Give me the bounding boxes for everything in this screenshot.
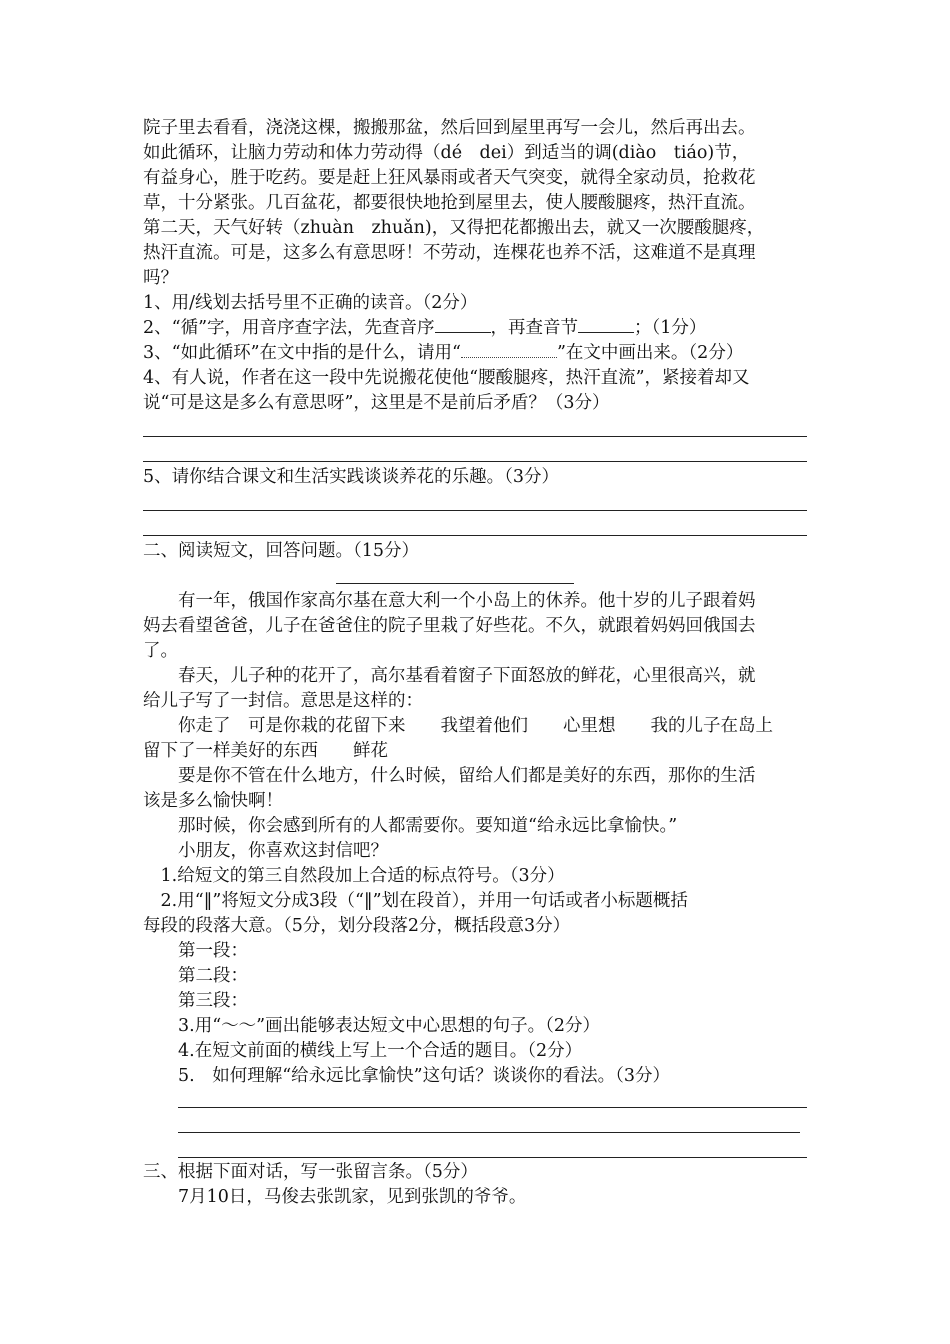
question-2-text: 2、“循”字，用音序查字法，先查音序 — [143, 318, 435, 338]
question-3-text: ”在文中画出来。（2分） — [556, 343, 744, 363]
section-2-question: 每段的段落大意。（5分，划分段落2分，概括段意3分） — [143, 916, 571, 936]
story-line: 妈去看望爸爸，儿子在爸爸住的院子里栽了好些花。不久，就跟着妈妈回俄国去 — [143, 616, 756, 636]
section-2-question: 3.用“～～”画出能够表达短文中心思想的句子。（2分） — [143, 1016, 600, 1036]
section-2-question: 4.在短文前面的横线上写上一个合适的题目。（2分） — [143, 1041, 583, 1061]
question-1: 1、用/线划去括号里不正确的读音。（2分） — [143, 293, 478, 313]
section-2-question: 1.给短文的第三自然段加上合适的标点符号。（3分） — [143, 866, 565, 886]
passage-line: 有益身心，胜于吃药。要是赶上狂风暴雨或者天气突变，就得全家动员，抢救花 — [143, 168, 756, 188]
section-2-question: 2.用“‖”将短文分成3段（“‖”划在段首），并用一句话或者小标题概括 — [143, 891, 688, 911]
question-5: 5、请你结合课文和生活实践谈谈养花的乐趣。（3分） — [143, 467, 560, 487]
question-2-text: ；（1分） — [634, 318, 707, 338]
story-line: 该是多么愉快啊！ — [143, 791, 283, 811]
story-line: 给儿子写了一封信。意思是这样的： — [143, 691, 423, 711]
story-line: 小朋友，你喜欢这封信吧？ — [143, 841, 388, 861]
story-line: 要是你不管在什么地方，什么时候，留给人们都是美好的东西，那你的生活 — [143, 766, 756, 786]
question-4: 4、有人说，作者在这一段中先说搬花使他“腰酸腿疼，热汗直流”，紧接着却又 — [143, 368, 750, 388]
story-line: 春天，儿子种的花开了，高尔基看着窗子下面怒放的鲜花，心里很高兴，就 — [143, 666, 756, 686]
section-3-heading: 三、根据下面对话，写一张留言条。（5分） — [143, 1162, 478, 1182]
paragraph-2-label: 第二段： — [143, 966, 248, 986]
passage-line: 草，十分紧张。几百盆花，都要很快地抢到屋里去，使人腰酸腿疼，热汗直流。 — [143, 193, 756, 213]
story-line: 了。 — [143, 641, 178, 661]
section-2-question: 5. 如何理解“给永远比拿愉快”这句话？谈谈你的看法。（3分） — [143, 1066, 670, 1086]
title-blank[interactable] — [336, 583, 574, 584]
passage-line: 院子里去看看，浇浇这棵，搬搬那盆，然后回到屋里再写一会儿，然后再出去。 — [143, 118, 756, 138]
answer-line[interactable] — [143, 535, 807, 536]
story-line: 有一年，俄国作家高尔基在意大利一个小岛上的休养。他十岁的儿子跟着妈 — [143, 591, 756, 611]
answer-line[interactable] — [143, 461, 807, 462]
question-4: 说“可是这是多么有意思呀”，这里是不是前后矛盾？（3分） — [143, 393, 610, 413]
passage-line: 热汗直流。可是，这多么有意思呀！不劳动，连棵花也养不活，这难道不是真理 — [143, 243, 756, 263]
passage-line: 第二天，天气好转（zhuàn zhuǎn)，又得把花都搬出去，就又一次腰酸腿疼， — [143, 218, 765, 238]
story-line: 你走了 可是你栽的花留下来 我望着他们 心里想 我的儿子在岛上 — [143, 716, 773, 736]
story-line: 留下了一样美好的东西 鲜花 — [143, 741, 388, 761]
question-3-text: 3、“如此循环”在文中指的是什么，请用“ — [143, 343, 461, 363]
answer-blank[interactable] — [578, 316, 634, 333]
answer-line[interactable] — [143, 510, 807, 511]
paragraph-3-label: 第三段： — [143, 991, 248, 1011]
story-line: 那时候，你会感到所有的人都需要你。要知道“给永远比拿愉快。” — [143, 816, 678, 836]
answer-line[interactable] — [143, 436, 807, 437]
answer-line[interactable] — [178, 1132, 800, 1133]
question-2-text: ，再查音节 — [490, 318, 579, 338]
passage-line: 吗？ — [143, 268, 178, 288]
section-2-heading: 二、阅读短文，回答问题。（15分） — [143, 541, 420, 561]
passage-line: 如此循环，让脑力劳动和体力劳动得（dé dei）到适当的调(diào tiáo)节， — [143, 143, 750, 163]
dotted-mark — [461, 341, 557, 358]
answer-line[interactable] — [178, 1107, 807, 1108]
question-2 — [143, 316, 706, 340]
paragraph-1-label: 第一段： — [143, 941, 248, 961]
answer-blank[interactable] — [435, 316, 491, 333]
section-3-line: 7月10日，马俊去张凯家，见到张凯的爷爷。 — [143, 1187, 527, 1207]
answer-line[interactable] — [178, 1157, 807, 1158]
question-3 — [143, 341, 743, 365]
